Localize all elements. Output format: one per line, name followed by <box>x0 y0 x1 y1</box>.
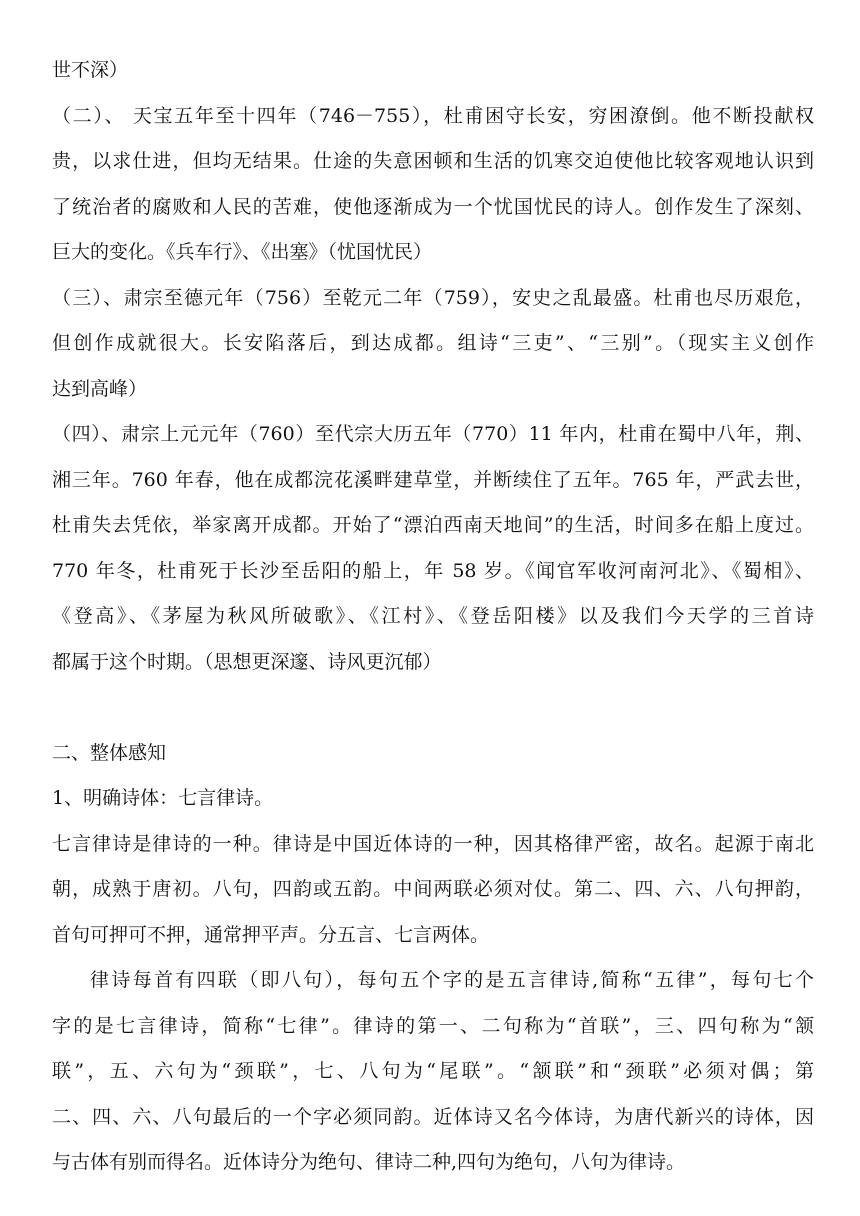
paragraph-tail-line: 世不深） <box>52 59 129 81</box>
couplet-rules-paragraph <box>52 958 814 1186</box>
text-line: 与古体有别而得名。近体诗分为绝句、律诗二种,四句为绝句，八句为律诗。 <box>52 1151 686 1173</box>
text-line: 二、四、六、八句最后的一个字必须同韵。近体诗又名今体诗，为唐代新兴的诗体，因 <box>52 1105 814 1128</box>
section-heading: 二、整体感知 <box>52 741 167 764</box>
text-line: 贵，以求仕进，但均无结果。仕途的失意困顿和生活的饥寒交迫使他比较客观地认识到 <box>52 150 814 172</box>
subsection-heading: 1、明确诗体：七言律诗。 <box>52 787 274 809</box>
text-line: 字的是七言律诗，简称“七律”。律诗的第一、二句称为“首联”，三、四句称为“颔 <box>52 1014 814 1037</box>
period-three-paragraph <box>52 276 814 413</box>
text-line: 联”，五、六句为“颈联”，七、八句为“尾联”。“颔联”和“颈联”必须对偶；第 <box>52 1060 814 1082</box>
text-line: 770 年冬，杜甫死于长沙至岳阳的船上，年 58 岁。《闻官军收河南河北》、《蜀相》、 <box>52 559 814 582</box>
regulated-verse-paragraph <box>52 822 814 959</box>
text-line: 但创作成就很大。长安陷落后，到达成都。组诗“三吏”、“三别”。（现实主义创作 <box>52 332 814 354</box>
text-line: 巨大的变化。《兵车行》、《出塞》（忧国忧民） <box>52 241 433 263</box>
text-line: （三）、肃宗至德元年（756）至乾元二年（759），安史之乱最盛。杜甫也尽历艰危， <box>52 286 814 309</box>
text-line: 达到高峰） <box>52 377 148 400</box>
text-line: 七言律诗是律诗的一种。律诗是中国近体诗的一种，因其格律严密，故名。起源于南北 <box>52 832 814 855</box>
text-line: （二）、 天宝五年至十四年（746－755），杜甫困守长安，穷困潦倒。他不断投献权 <box>52 104 814 127</box>
text-line: 《登高》、《茅屋为秋风所破歌》、《江村》、《登岳阳楼》以及我们今天学的三首诗 <box>52 605 814 627</box>
blank-line <box>52 685 814 731</box>
text-line: （四）、肃宗上元元年（760）至代宗大历五年（770）11 年内，杜甫在蜀中八年，荆、 <box>52 423 814 445</box>
text-line: 朝，成熟于唐初。八句，四韵或五韵。中间两联必须对仗。第二、四、六、八句押韵， <box>52 878 814 900</box>
document-page <box>52 48 814 1186</box>
text-line: 律诗每首有四联（即八句），每句五个字的是五言律诗,简称“五律”，每句七个 <box>90 969 814 991</box>
period-two-paragraph <box>52 94 814 276</box>
text-line: 首句可押可不押，通常押平声。分五言、七言两体。 <box>52 923 490 946</box>
text-line: 杜甫失去凭依，举家离开成都。开始了“漂泊西南天地间”的生活，时间多在船上度过。 <box>52 514 814 536</box>
text-line: 了统治者的腐败和人民的苦难，使他逐渐成为一个忧国忧民的诗人。创作发生了深刻、 <box>52 195 814 218</box>
text-line: 都属于这个时期。（思想更深邃、诗风更沉郁） <box>52 650 442 673</box>
period-four-paragraph <box>52 412 814 685</box>
text-line: 湘三年。760 年春，他在成都浣花溪畔建草堂，并断续住了五年。765 年，严武去世， <box>52 468 814 491</box>
